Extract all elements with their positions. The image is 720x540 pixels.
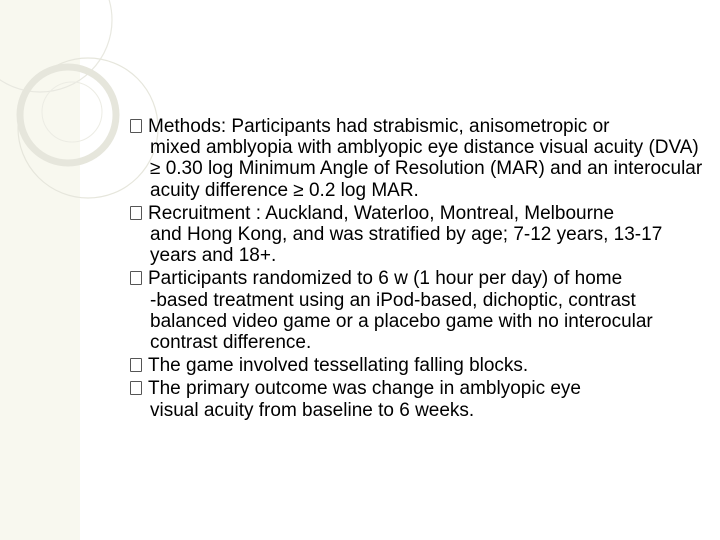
bullet-primary-outcome (130, 378, 705, 420)
bullet-recruitment (130, 203, 705, 267)
bullet-game-line1: The game involved tessellating falling blocks. (148, 355, 529, 377)
bullet-box-icon (130, 358, 142, 372)
bullet-box-icon (130, 271, 142, 285)
bullet-box-icon (130, 206, 142, 220)
bullet-participants-line1: Participants randomized to 6 w (1 hour per day) of home (148, 268, 623, 290)
bullet-outcome-rest: visual acuity from baseline to 6 weeks. (150, 399, 475, 421)
bullet-box-icon (130, 381, 142, 395)
slide-bullet-list (130, 116, 705, 423)
bullet-methods (130, 116, 705, 201)
bullet-participants (130, 268, 705, 353)
bullet-recruitment-line1: Recruitment : Auckland, Waterloo, Montreal, Melbourne (148, 202, 615, 224)
bullet-recruitment-rest: and Hong Kong, and was stratified by age; 7-12 years, 13-17 years and 18+. (150, 224, 663, 267)
bullet-outcome-line1: The primary outcome was change in amblyopic eye (148, 378, 581, 400)
bullet-methods-rest: mixed amblyopia with amblyopic eye distance visual acuity (DVA) ≥ 0.30 log Minimum Angle of Resolution (MAR) and an interocular acuity difference ≥ 0.2 log MAR. (150, 137, 703, 201)
bullet-box-icon (130, 119, 142, 133)
bullet-participants-rest: -based treatment using an iPod-based, dichoptic, contrast balanced video game or a placebo game with no interocular contrast difference. (150, 289, 653, 354)
bullet-game (130, 355, 705, 376)
bullet-methods-line1: Methods: Participants had strabismic, anisometropic or (148, 116, 610, 137)
